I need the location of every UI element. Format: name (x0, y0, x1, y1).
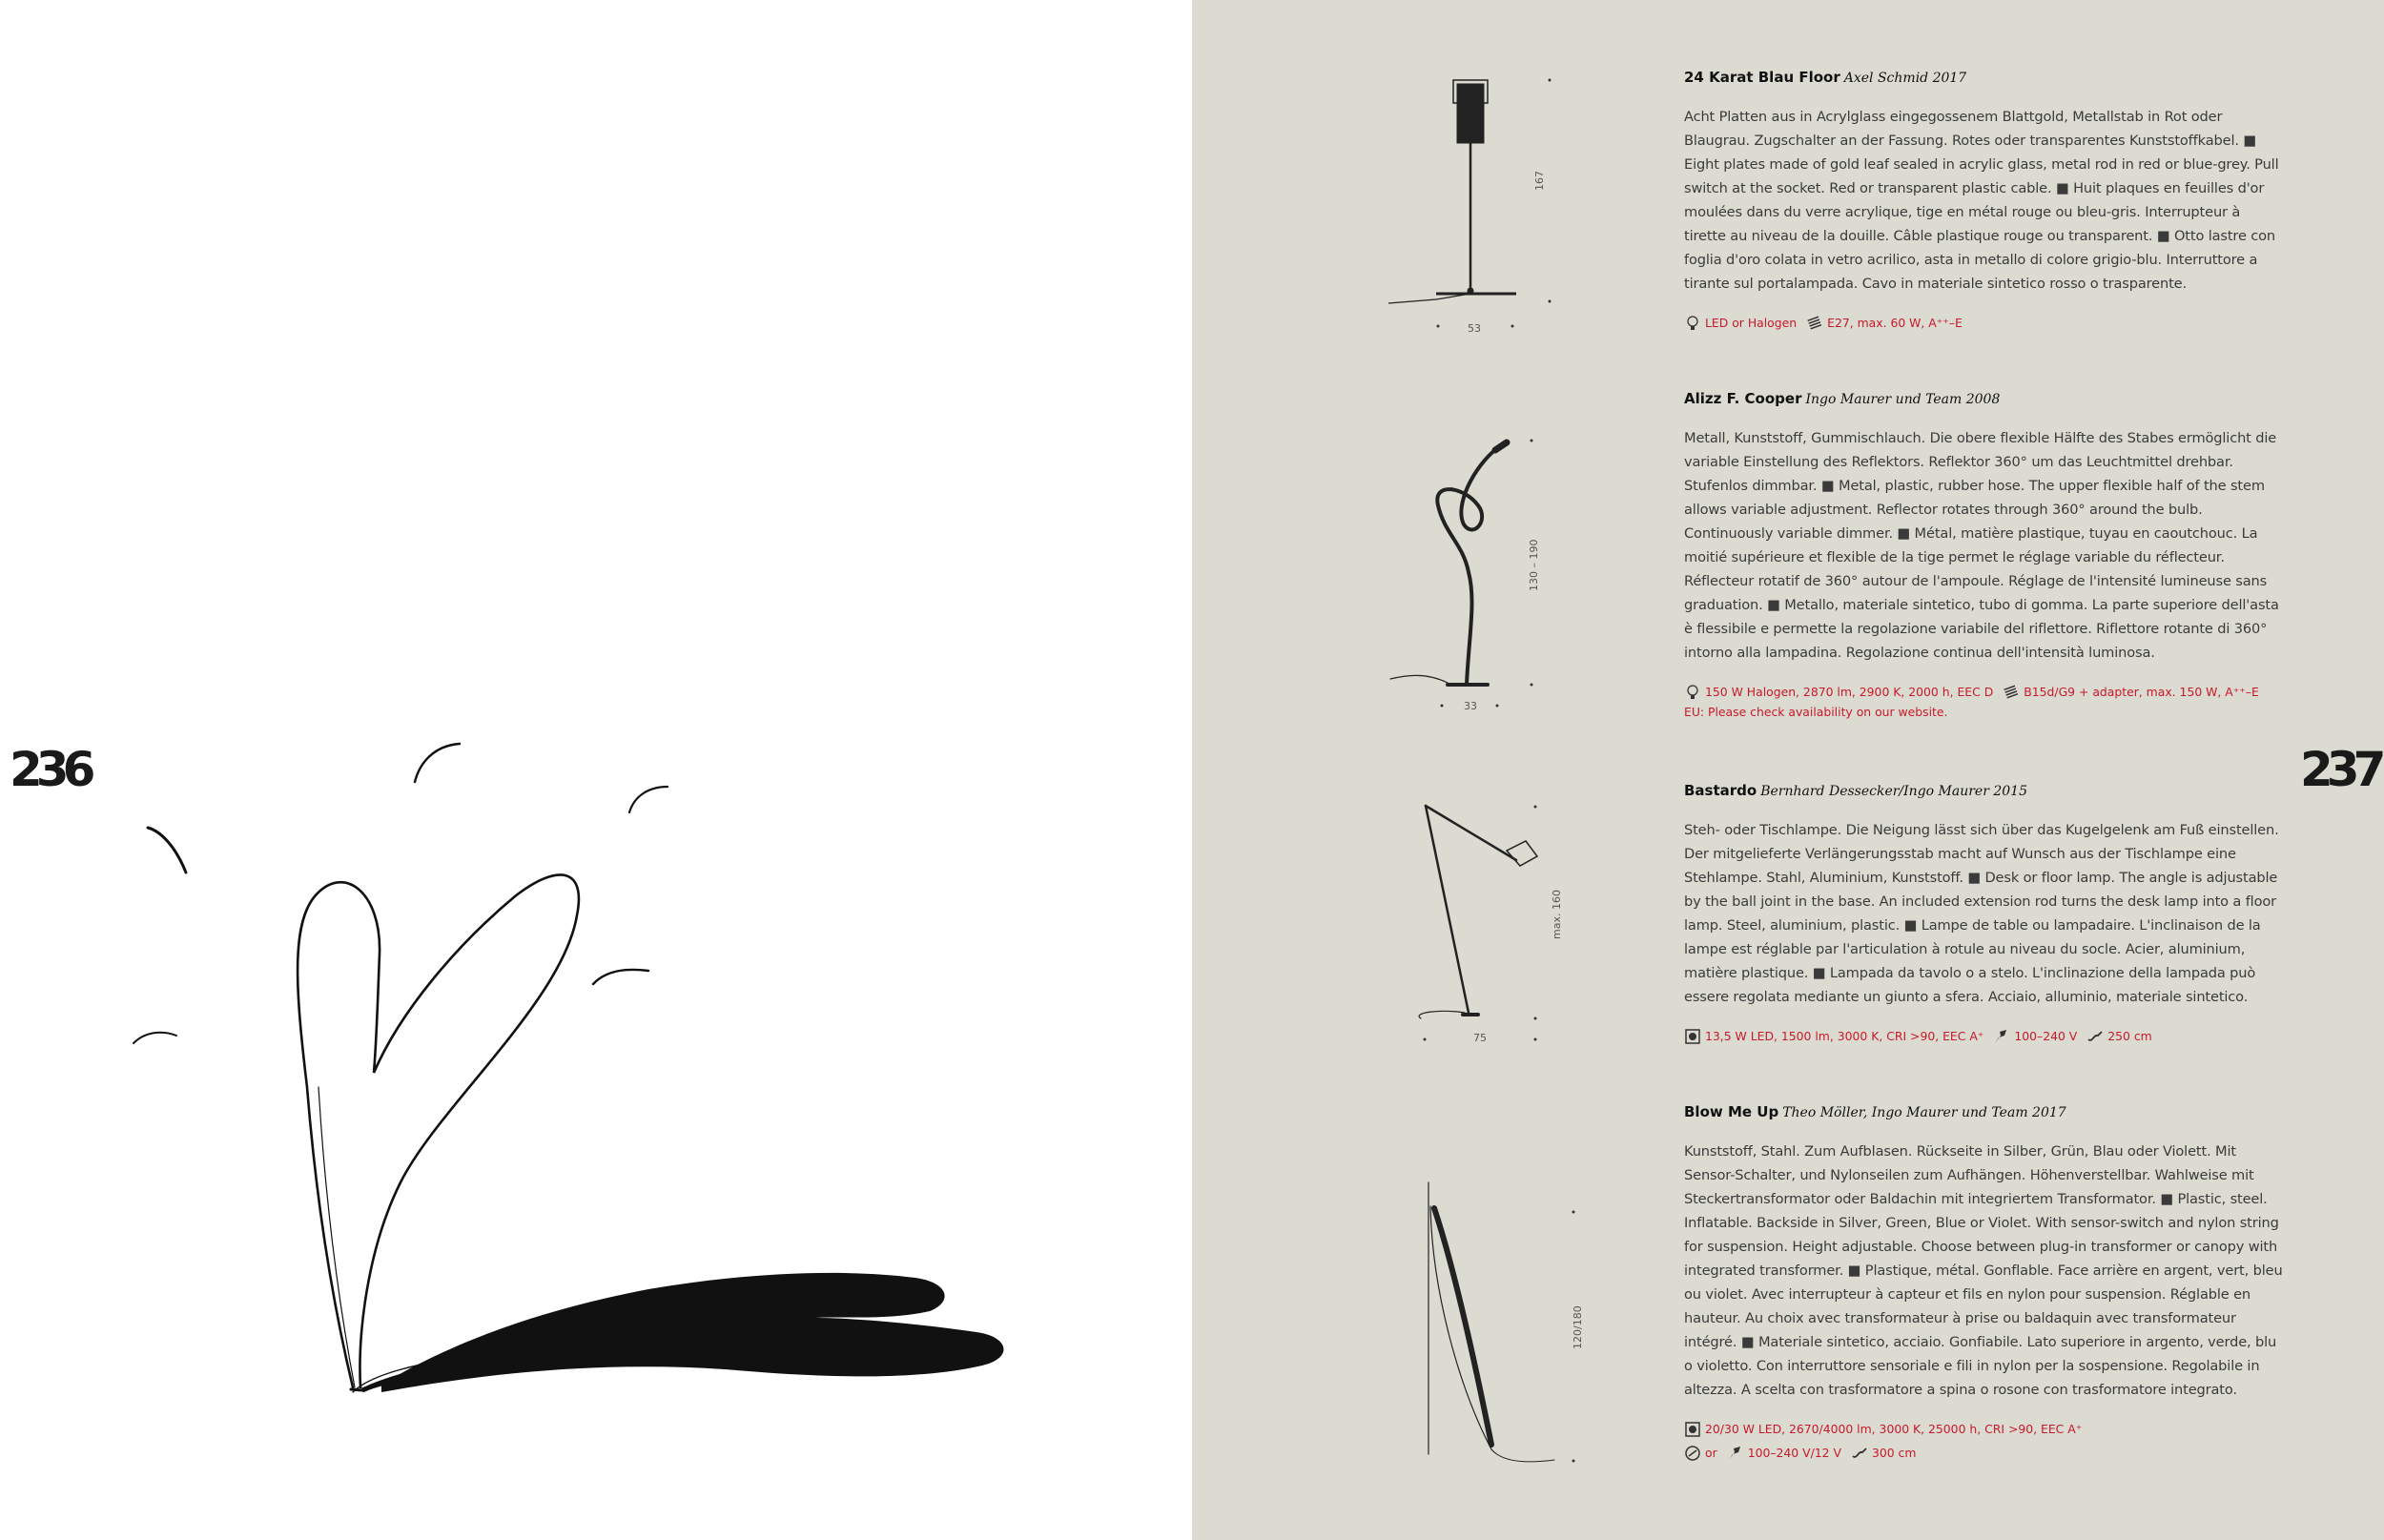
spec-bulb: 150 W Halogen, 2870 lm, 2900 K, 2000 h, EEC D (1705, 685, 1994, 699)
product-name: Alizz F. Cooper (1684, 390, 1802, 407)
dimension-width: 33 (1464, 700, 1477, 712)
spec-cable: 300 cm (1871, 1446, 1917, 1460)
lamp-drawing-blow-me-up (1411, 1178, 1602, 1483)
spec-note: EU: Please check availability on our website. (1684, 705, 1948, 719)
canopy-icon (1684, 1445, 1701, 1462)
spec-led: 20/30 W LED, 2670/4000 lm, 3000 K, 25000 h, CRI >90, EEC A⁺ (1705, 1422, 2083, 1436)
product-designer: Bernhard Dessecker/Ingo Maurer 2015 (1760, 784, 2027, 799)
dimension-height: 130 – 190 (1528, 539, 1540, 591)
bulb-icon (1684, 684, 1701, 701)
voltage-icon (1727, 1445, 1744, 1462)
page-number-right: 237 (2300, 742, 2380, 797)
product-entry-blow-me-up (1684, 1101, 2285, 1465)
dimension-width: 75 (1473, 1032, 1487, 1044)
spec-socket: E27, max. 60 W, A⁺⁺–E (1827, 316, 1963, 330)
cable-icon (1851, 1445, 1868, 1462)
dimension-height: max. 160 (1551, 890, 1563, 939)
bulb-icon (1684, 315, 1701, 332)
spec-or: or (1705, 1446, 1717, 1460)
dimension-width: 53 (1468, 322, 1481, 335)
product-description: Acht Platten aus in Acrylglass eingegossenem Blattgold, Metallstab in Rot oder Blaugrau. Zugschalter an der Fassung. Rotes oder transparentes Kunststoffkabel. ■ Eight plates made of gold leaf sealed in acrylic glass, metal rod in red or blue-grey. Pull switch at the socket. Red or transparent plastic cable. ■ Huit plaques en feuilles d'or moulées dans du verre acrylique, tige en métal rouge ou bleu-gris. Interrupteur à tirette au niveau de la douille. Câble plastique rouge ou transparent. ■ Otto lastre con foglia d'oro colata in vetro acrilico, asta in metallo di colore grigio-blu. Interruttore a tirante sul portalampada. Cavo in materiale sintetico rosso o trasparente. (1684, 109, 2279, 292)
product-description: Kunststoff, Stahl. Zum Aufblasen. Rückseite in Silber, Grün, Blau oder Violett. Mit Sensor-Schalter, und Nylonseilen zum Aufhängen. Höhenverstellbar. Wahlweise mit Steckertransformator oder Baldachin mit integriertem Transformator. ■ Plastic, steel. Inflatable. Backside in Silver, Green, Blue or Violet. With sensor-switch and nylon string for suspension. Height adjustable. Choose between plug-in transformer or canopy with integrated transformer. ■ Plastique, métal. Gonflable. Face arrière en argent, vert, bleu ou violet. Avec interrupteur à capteur et fils en nylon pour suspension. Réglable en hauteur. Au choix avec transformateur à prise ou baldaquin avec transformateur intégré. ■ Materiale sintetico, acciaio. Gonfiabile. Lato superiore in argento, verde, blu o violetto. Con interruttore sensoriale e fili in nylon per la sospensione. Regolabile in altezza. A scelta con trasformatore a spina o rosone con trasformatore integrato. (1684, 1143, 2283, 1398)
product-designer: Theo Möller, Ingo Maurer und Team 2017 (1782, 1105, 2066, 1120)
led-icon (1684, 1421, 1701, 1438)
product-name: 24 Karat Blau Floor (1684, 69, 1840, 86)
spec-led: 13,5 W LED, 1500 lm, 3000 K, CRI >90, EEC A⁺ (1705, 1029, 1984, 1043)
spec-line (1684, 1417, 2285, 1441)
page-number-left: 236 (10, 742, 90, 797)
spec-line (1684, 1441, 2285, 1465)
product-title (1684, 388, 2285, 410)
spec-voltage: 100–240 V/12 V (1747, 1446, 1841, 1460)
spec-voltage: 100–240 V (2014, 1029, 2078, 1043)
voltage-icon (1993, 1028, 2010, 1045)
dimension-height: 167 (1533, 171, 1546, 191)
dimension-height: 120/180 (1572, 1305, 1584, 1349)
product-name: Bastardo (1684, 782, 1757, 799)
led-icon (1684, 1028, 1701, 1045)
product-description: Metall, Kunststoff, Gummischlauch. Die obere flexible Hälfte des Stabes ermöglicht die variable Einstellung des Reflektors. Reflektor 360° um das Leuchtmittel drehbar. Stufenlos dimmbar. ■ Metal, plastic, rubber hose. The upper flexible half of the stem allows variable adjustment. Reflector rotates through 360° around the bulb. Continuously variable dimmer. ■ Métal, matière plastique, tuyau en caoutchouc. La moitié supérieure et flexible de la tige permet le réglage variable du réflecteur. Réflecteur rotatif de 360° autour de l'ampoule. Réglage de l'intensité lumineuse sans graduation. ■ Metallo, materiale sintetico, tubo di gomma. La parte superiore dell'asta è flessibile e permette la regolazione variabile del riflettore. Riflettore rotante di 360° intorno alla lampadina. Regolazione continua dell'intensità luminosa. (1684, 430, 2279, 661)
lamp-drawing-24-karat (1373, 57, 1583, 343)
product-name: Blow Me Up (1684, 1103, 1779, 1120)
product-title (1684, 1101, 2285, 1123)
spec-cable: 250 cm (2107, 1029, 2152, 1043)
lamp-drawing-alizz-f-cooper (1373, 429, 1583, 715)
product-designer: Ingo Maurer und Team 2008 (1805, 392, 2001, 407)
product-entry-alizz-f-cooper (1684, 388, 2285, 721)
product-title (1684, 67, 2285, 89)
lamp-drawing-bastardo (1373, 791, 1583, 1058)
product-entry-24-karat-blau-floor (1684, 67, 2285, 335)
product-description: Steh- oder Tischlampe. Die Neigung lässt sich über das Kugelgelenk am Fuß einstellen. Der mitgelieferte Verlängerungsstab macht auf Wunsch aus der Tischlampe eine Stehlampe. Stahl, Aluminium, Kunststoff. ■ Desk or floor lamp. The angle is adjustable by the ball joint in the base. An included extension rod turns the desk lamp into a floor lamp. Steel, aluminium, plastic. ■ Lampe de table ou lampadaire. L'inclinaison de la lampe est réglable par l'articulation à rotule au niveau du socle. Acier, aluminium, matière plastique. ■ Lampada da tavolo o a stelo. L'inclinazione della lampada può essere regolata mediante un giunto a sfera. Acciaio, alluminio, materiale sintetico. (1684, 822, 2279, 1005)
spec-line (1684, 1024, 2285, 1048)
socket-icon (1806, 315, 1823, 332)
socket-icon (2003, 684, 2020, 701)
spec-line (1684, 311, 2285, 335)
product-title (1684, 780, 2285, 802)
product-entry-bastardo (1684, 780, 2285, 1048)
product-designer: Axel Schmid 2017 (1843, 71, 1967, 86)
spec-bulb: LED or Halogen (1705, 316, 1798, 330)
spec-socket: B15d/G9 + adapter, max. 150 W, A⁺⁺–E (2024, 685, 2259, 699)
cable-icon (2086, 1028, 2104, 1045)
spec-line (1684, 680, 2285, 704)
